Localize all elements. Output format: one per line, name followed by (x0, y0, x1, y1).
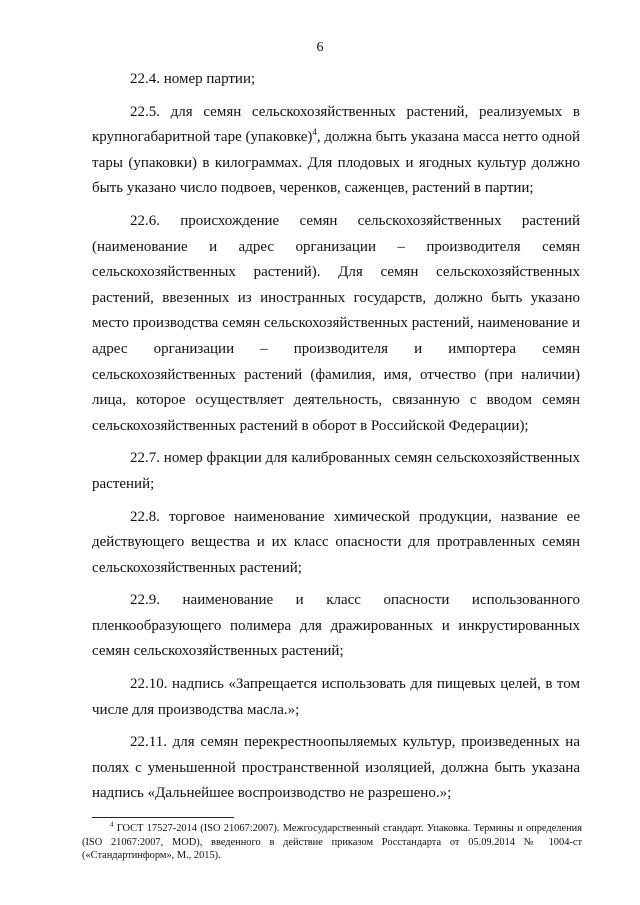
clause-22-7: 22.7. номер фракции для калиброванных семян сельскохозяйственных растений; (92, 450, 580, 492)
clause-22-9: 22.9. наименование и класс опасности использованного пленкообразующего полимера для дражированных и инкрустированных семян сельскохозяйственных растений; (92, 592, 580, 660)
clause-22-5-text: 22.5. для семян сельскохозяйственных растений, реализуемых в крупногабаритной таре (упаковке) (92, 103, 580, 146)
clause-22-5 (92, 100, 580, 202)
footnote-text: ГОСТ 17527-2014 (ISO 21067:2007). Межгосударственный стандарт. Упаковка. Термины и определения (ISO 21067:2007, MOD), введенного в действие приказом Росстандарта от 05.09.2014 № 1004-ст («Стандартинформ», М., 2015). (82, 823, 582, 861)
footnote (82, 822, 582, 863)
clause-22-8: 22.8. торговое наименование химической продукции, название ее действующего вещества и их класс опасности для протравленных семян сельскохозяйственных растений; (92, 508, 580, 576)
clause-22-6: 22.6. происхождение семян сельскохозяйственных растений (наименование и адрес организации – производителя семян сельскохозяйственных растений). Для семян сельскохозяйственных растений, ввезенных из иностранных государств, должно быть указано место производства семян сельскохозяйственных растений, наименование и адрес организации – производителя и импортера семян сельскохозяйственных растений (фамилия, имя, отчество (при наличии) лица, которое осуществляет деятельность, связанную с вводом семян сельскохозяйственных растений в оборот в Российской Федерации); (92, 212, 580, 434)
clause-22-11: 22.11. для семян перекрестноопыляемых культур, произведенных на полях с уменьшенной пространственной изоляцией, должна быть указана надпись «Дальнейшее воспроизводство не разрешено.»; (92, 734, 580, 802)
footnote-marker: 4 (110, 820, 114, 829)
clause-22-5-text-continued: , должна быть указана масса нетто одной тары (упаковки) в килограммах. Для плодовых и ягодных культур должно быть указано число подвоев, черенков, саженцев, растений в партии; (92, 129, 580, 197)
document-body (92, 67, 580, 814)
clause-22-10: 22.10. надпись «Запрещается использовать для пищевых целей, в том числе для производства масла.»; (92, 676, 580, 718)
page-number: 6 (316, 40, 324, 55)
footnote-reference: 4 (312, 127, 317, 138)
clause-22-4: 22.4. номер партии; (130, 71, 256, 87)
footnote-separator (92, 817, 234, 818)
